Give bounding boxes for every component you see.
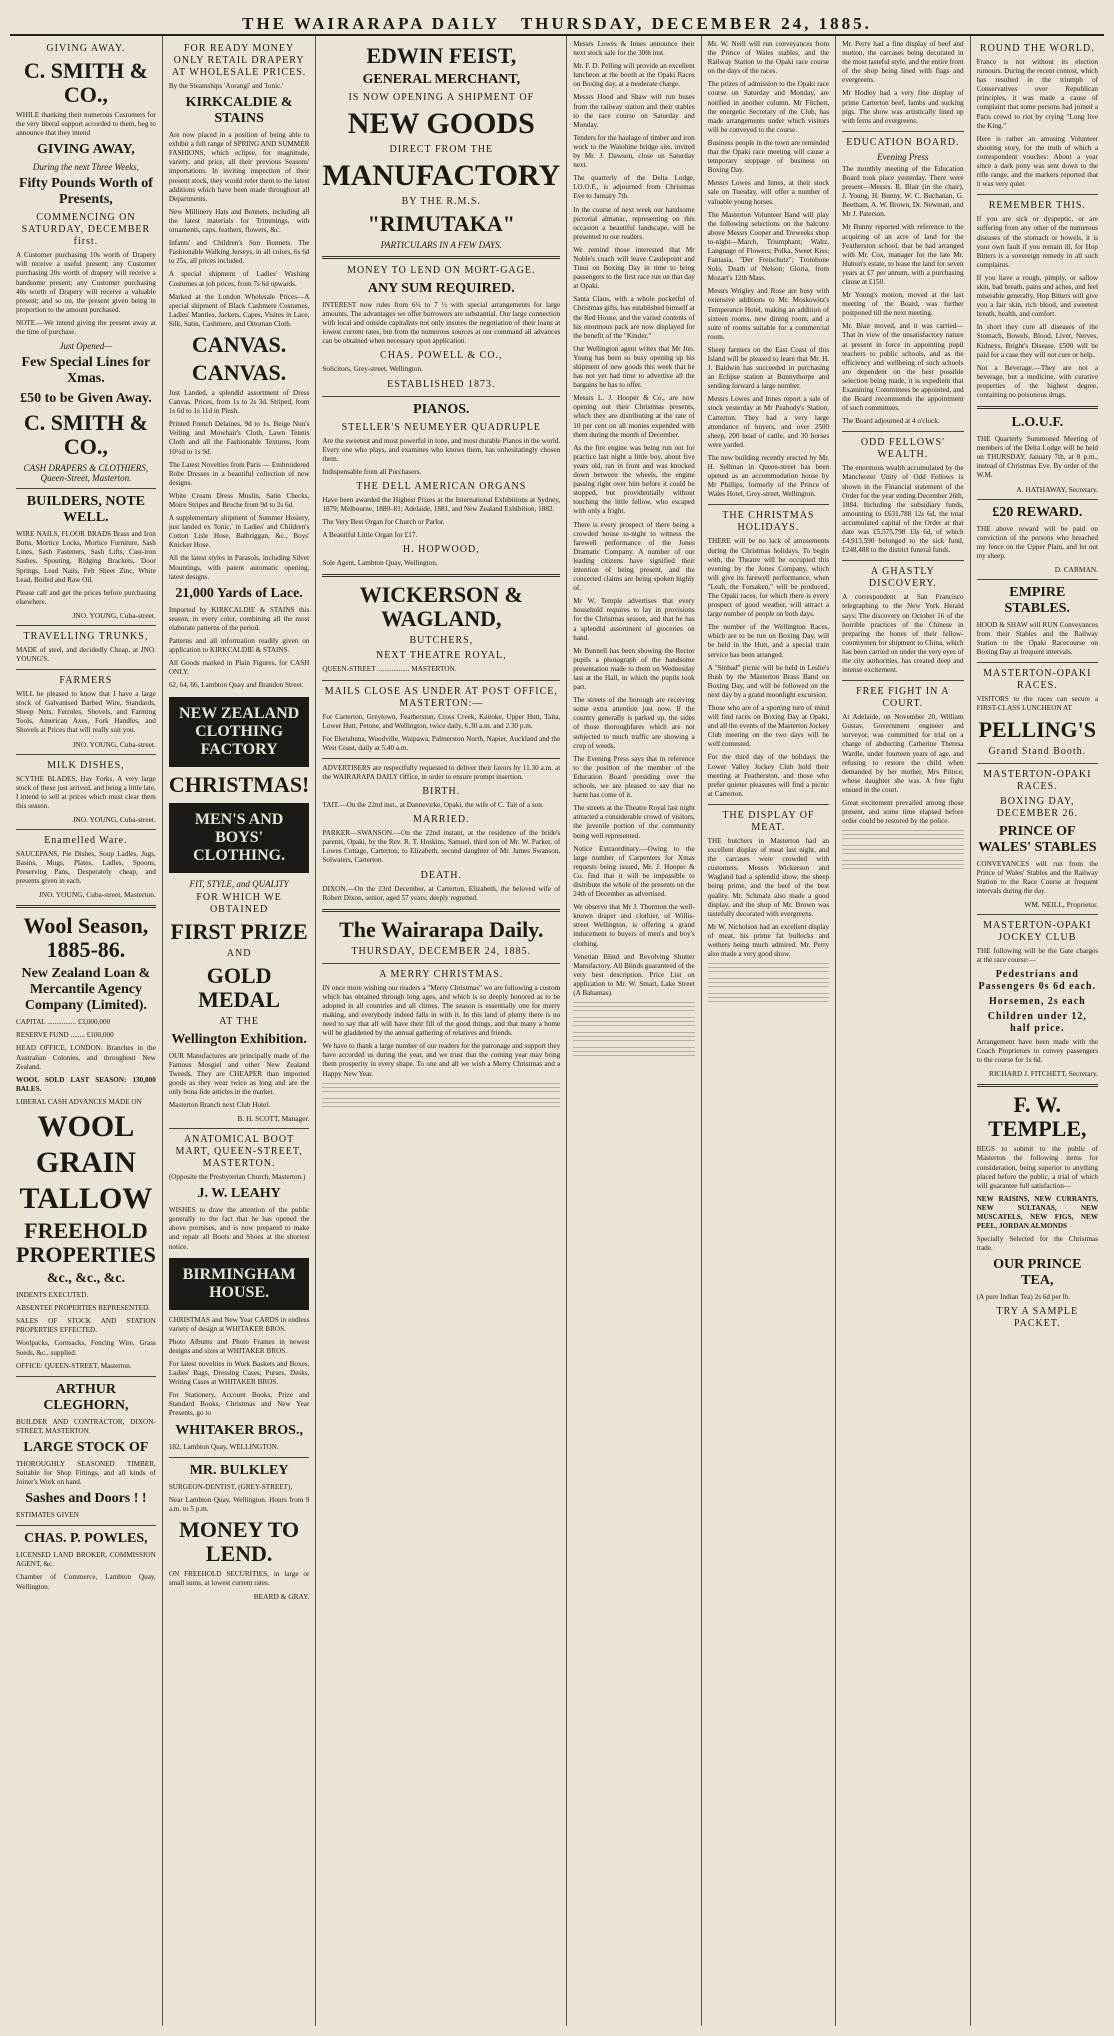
paragraph: THERE will be no lack of amusements during the Christmas holidays. To begin with, the Theatre will be occupied this evening by the Jones Company, which will give its farewell performance, when "Leah, the Forsaken," will be produced. The Opaki races, for which there is every prospect of good weather, will attract a large number of people on both days.: [707, 537, 830, 619]
during: During the next Three Weeks,: [32, 162, 139, 173]
grain: GRAIN: [35, 1146, 136, 1180]
column-2: [163, 36, 317, 2026]
canvas-head: CANVAS.: [191, 331, 287, 357]
text-lines: [708, 978, 829, 990]
paragraph: THE butchers in Masterton had an excellent display of meat last night, and the carcases were crowded with customers. Messrs Wickerson and Wagland had a splendid show, the sheep being prime, and the beef of the best quality. Mr. Schmalz also made a good display, and the shop of Mr. Brown was tastefully decorated with evergreens.: [707, 836, 830, 918]
signature: JNO. YOUNG, Cuba-street.: [72, 739, 156, 749]
steller: STELLER'S NEUMEYER QUADRUPLE: [341, 421, 541, 433]
paper-title: The Wairarapa Daily.: [339, 916, 544, 942]
wellington-exhibition: Wellington Exhibition.: [171, 1031, 307, 1047]
direct: DIRECT FROM THE: [389, 144, 494, 155]
mails-text-2: For Eketahuna, Woodville, Waipawa, Palmerston North, Napier, Auckland and the West Coast, daily at 5.40 a.m.: [322, 734, 561, 752]
whitaker: WHITAKER BROS.,: [175, 1422, 303, 1438]
text-lines: [842, 830, 963, 842]
divider: [16, 488, 156, 489]
column-6: [836, 36, 970, 2026]
text-lines: [573, 1032, 694, 1044]
column-4: [567, 36, 701, 2026]
smith-intro: WHILE thanking their numerous Customers for the very liberal support accorded to them, beg to announce that they intend: [16, 111, 156, 138]
opening: IS NOW OPENING A SHIPMENT OF: [348, 92, 535, 103]
paragraph: Our Wellington agent writes that Mr Jno. Young has been so busy opening up his shipment of new goods this week that he has not yet had time to advertise all the bargains he has to offer.: [573, 344, 695, 390]
text-lines: [708, 993, 829, 1005]
paragraph: Mr. Blair moved, and it was carried—That in view of the unsatisfactory nature at present in force in appointing pupil teachers to public schools, and as the efficiency and wellbeing of such schools are dependent on the best possible selection being made, it is expedient that Examining Committees be appointed, and the Board recommends the appointment of such committees.: [842, 322, 964, 413]
paragraph: In the course of next week our handsome pictorial almanac, representing on this occasion a beautiful landscape, will be presented to our readers.: [573, 205, 695, 241]
mails: MAILS CLOSE AS UNDER AT POST OFFICE, MASTERTON:—: [324, 685, 558, 709]
white-cream: White Cream Dress Muslin, Satin Checks, Moire Stripes and Broche from 9d to 2s 6d.: [168, 491, 310, 509]
signature: JNO. YOUNG, Cuba-street.: [72, 814, 156, 824]
hopwood-addr: Sole Agent, Lambton Quay, Wellington.: [322, 559, 438, 568]
paragraph: Here is rather an amusing Volunteer shooting story, for the truth of which a correspondent vouches: About a year since a dark pony was sent down to the rifle range, and the markers reported that it was very quiet.: [976, 134, 1099, 189]
lace-text: Imported by KIRKCALDIE & STAINS this season, in every color, combining all the most elaborate patterns of the period.: [168, 605, 310, 632]
feist-name: EDWIN FEIST,: [366, 43, 517, 68]
display-meat-head: THE DISPLAY OF MEAT.: [722, 809, 815, 833]
divider: [977, 579, 1098, 580]
general-merchant: GENERAL MERCHANT,: [362, 72, 521, 87]
mails-text: For Carterton, Greytown, Featherston, Cross Creek, Kaitoke, Upper Hutt, Taita, Lower Hutt, Petone, and Wellington, twice daily, 6.30 a.m. and 2.30 p.m.: [322, 712, 561, 730]
divider: [842, 131, 963, 132]
builders-text: WIRE NAILS, FLOOR BRADS Brass and Iron Butts, Mortice Locks, Mortice Furniture, Sash Lines, Sash Fasteners, Sash Lifts, Cast-iron Sashes, Spouting, Ridging Brackets, Door Springs, Lead Nails, Felt Sheet Zinc, White Lead, Boiled and Raw Oil.: [16, 530, 156, 584]
giving-away: GIVING AWAY,: [37, 142, 135, 158]
patterns-note: Patterns and all information readily given on application to KIRKCALDIE & STAINS.: [168, 637, 310, 655]
nz-loan: New Zealand Loan & Mercantile Agency Company (Limited).: [21, 966, 151, 1014]
carman: D. CARMAN.: [1054, 564, 1099, 574]
whitaker-addr: 182, Lambton Quay, WELLINGTON.: [168, 1442, 279, 1451]
death-text: DIXON.—On the 23rd December, at Carterton, Elizabeth, the beloved wife of Robert Dixon, senior, aged 57 years; deeply regretted.: [322, 884, 561, 902]
paragraph: Messrs Lowes & Innes announce their next stock sale for the 30th inst.: [573, 40, 695, 58]
text-lines: [708, 963, 829, 975]
special-xmas: Specially Selected for the Christmas trade.: [976, 1235, 1099, 1253]
pianos-text: Are the sweetest and most powerful in tone, and most durable Pianos in the world. Every one who plays, and examines who knows them, has unhesitatingly chosen them.: [322, 436, 561, 463]
estimates: ESTIMATES GIVEN: [16, 1511, 79, 1520]
issue-date: THURSDAY, DECEMBER 24, 1885.: [520, 14, 872, 33]
paragraph: The enormous wealth accumulated by the Manchester Unity of Odd Fellows is shown in the Financial statement of the Order for the year ending December 26th, 1884. Including the subsidiary funds, amounting to £631,788 12s 6d, the total accumulated capital of the Order at that date was £5,575,798 13s 6d, of which £4,913,590 belonged to the sick fund, £248,488 to the district funeral funds.: [842, 464, 964, 555]
branch-manager: B. H. SCOTT, Manager.: [237, 1114, 310, 1124]
paragraph: Great excitement prevailed among those present, and some time elapsed before order could be restored by the police.: [842, 799, 964, 826]
paragraph: The streets at the Theatre Royal last night attracted a considerable crowd of visitors, the juvenile portion of the community being well represented.: [573, 804, 695, 840]
paragraph: We observe that Mr J. Thornton the well-known draper and clothier, of Willis-street Wellington, is offering a grand inducement to buyers of men's and boy's clothing.: [573, 903, 695, 948]
paragraph: There is every prospect of there being a crowded house to-night to witness the farewell performance of the Jones Dramatic Company. A number of our leading citizens have signified their intention of being present, and the concerted claims are being spoken highly of.: [573, 520, 695, 593]
double-divider: [977, 1084, 1098, 1087]
sashes: Sashes and Doors ! !: [25, 1491, 147, 1507]
temple-items: NEW RAISINS, NEW CURRANTS, NEW SULTANAS, NEW MUSCATELS, NEW FIGS, NEW PEEL, JORDAN ALMONDS: [976, 1194, 1099, 1231]
powles-sub: LICENSED LAND BROKER, COMMISSION AGENT, &c.: [16, 1551, 156, 1569]
customer-text: A Customer purchasing 10s worth of Drapery will receive a useful present; any Customer purchasing 20s worth of drapery will receive a handsome present; any Customer purchasing 40s worth of Drapery will receive a valuable present; and so on, the present given being in proportion to the amount purchased.: [16, 251, 156, 314]
paragraph: Mr. Perry had a fine display of beef and mutton, the carcases being decorated in the most tasteful style, and the entire front of the shop being lined with flags and evergreens.: [842, 40, 964, 85]
powles-addr: Chamber of Commerce, Lambton Quay, Wellington.: [16, 1573, 156, 1591]
divider: [977, 194, 1098, 195]
photo-albums: Photo Albums and Photo Frames in newest designs and sizes at WHITAKER BROS.: [168, 1337, 310, 1355]
paragraph: Mr Young's motion, moved at the last meeting of the Board, was further postponed till the next meeting.: [842, 291, 964, 318]
all-latest: All the latest styles in Parasols, including Silver Mountings, with patent automatic opening, latest designs.: [168, 554, 310, 581]
timber: THOROUGHLY SEASONED TIMBER, Suitable for Shop Fittings, and all kinds of Joiner's Work on hand.: [16, 1459, 156, 1487]
paragraph: Santa Claus, with a whole pocketful of Christmas gifts, has established himself at the Red House, and the varied contents of his enormous pack are now displayed for the benefit of the "Kinder.": [573, 295, 695, 340]
divider: [16, 1376, 156, 1377]
jockey-club: MASTERTON-OPAKI JOCKEY CLUB: [983, 919, 1092, 943]
paragraph: Messrs Wrigley and Rose are busy with extensive additions to Mr. Moskowitz's Temperance Hotel, making an addition of sixteen rooms, new dining room, and a suite of rooms suitable for a commercial room.: [707, 287, 830, 341]
divider: [842, 560, 963, 561]
column-1: [10, 36, 163, 2026]
beard-gray: BEARD & GRAY.: [253, 1592, 310, 1602]
etc: &c., &c., &c.: [46, 1271, 125, 1287]
paragraph: Mr. W. Neill will run conveyances from the Prince of Wales stables, and the Railway Station to the Opaki race course on the days of the races.: [707, 40, 830, 76]
text-lines: [322, 1098, 560, 1110]
double-divider: [977, 406, 1098, 409]
tea-sub: (A pure Indian Tea) 2s 6d per lb.: [976, 1293, 1071, 1302]
paragraph: If you are sick or dyspeptic, or are suffering from any other of the numerous diseases of the stomach or bowels, it is your own fault if you remain ill, for Hop Bitters is a sovereign remedy in all such complaints.: [976, 215, 1099, 269]
all-goods: All Goods marked in Plain Figures, for CASH ONLY.: [168, 659, 310, 677]
birth-text: TAIT.—On the 22nd inst., at Dannevirke, Opaki, the wife of C. Tait of a son.: [322, 801, 544, 810]
lend-head: MONEY TO LEND ON MORT-GAGE.: [347, 265, 536, 276]
column-5: [702, 36, 836, 2026]
sales: SALES OF STOCK AND STATION PROPERTIES EFFECTED.: [16, 1317, 156, 1335]
empire-text: HOOD & SHAW will RUN Conveyances from their Stables and the Railway Station to the Opaki Racecourse on Boxing Day at frequent intervals.: [976, 620, 1099, 657]
divider: [16, 829, 156, 830]
money-to-lend: MONEY TO LEND.: [179, 1516, 300, 1566]
jockey-text: THE following will be the Gate charges at the race course:—: [976, 946, 1099, 964]
tallow: TALLOW: [19, 1182, 153, 1216]
round-world-head: ROUND THE WORLD.: [979, 43, 1095, 54]
capital: CAPITAL ................ £3,000,000: [16, 1018, 111, 1027]
builders-note: Please call and get the prices before purchasing elsewhere.: [16, 588, 156, 606]
particulars: PARTICULARS IN A FEW DAYS.: [380, 240, 502, 250]
masthead-title: [242, 14, 872, 34]
gold-medal: GOLD MEDAL: [198, 962, 281, 1012]
divider: [977, 662, 1098, 663]
conveyances: CONVEYANCES will run from the Prince of Wales' Stables and the Railway Station to the Race Course at frequent intervals during the day.: [976, 859, 1099, 895]
paragraph: Business people in the town are reminded that the Opaki race meeting will cause a temporary stoppage of business on Boxing Day.: [707, 138, 830, 175]
queen-st: QUEEN-STREET .................. MASTERTON.: [322, 665, 457, 674]
by-steamers: By the Steamships 'Aorangi' and 'Ionic.': [168, 82, 284, 90]
wool-season: Wool Season, 1885-86.: [23, 913, 149, 963]
signature: JNO. YOUNG, Cuba-street, Masterton.: [38, 890, 156, 900]
butchers: BUTCHERS,: [409, 635, 474, 647]
paragraph: Mr W. Temple advertises that every household requires to lay in provisions for the Christmas season, and that he has a splendid assortment of groceries on hand.: [573, 597, 695, 642]
any-sum: ANY SUM REQUIRED.: [367, 281, 515, 296]
hopwood: H. HOPWOOD,: [402, 544, 480, 556]
ghastly-head: A GHASTLY DISCOVERY.: [868, 566, 937, 590]
paragraph: The new building recently erected by Mr. H. Sellman in Queen-street has been opened as an accommodation house by Mr Phillips, formerly of the Prince of Wales Hotel, Grey-street, Wellington.: [707, 453, 830, 499]
canvas-head-2: CANVAS.: [191, 359, 287, 385]
kirkcaldie: KIRKCALDIE & STAINS: [185, 95, 293, 127]
freehold: FREEHOLD PROPERTIES: [16, 1218, 156, 1268]
temple-name: F. W. TEMPLE,: [988, 1092, 1087, 1142]
pedestrians: Pedestrians and Passengers 0s 6d each.: [978, 969, 1097, 993]
prince-tea: OUR PRINCE TEA,: [993, 1257, 1082, 1289]
masterton-branch: Masterton Branch next Club Hotel.: [168, 1100, 271, 1109]
paragraph: Mr Bunnell has been showing the Rector pupils a photograph of the handsome presentation made to them on Wednesday last at the Hall, in which the pupils took part.: [573, 646, 695, 692]
lace: 21,000 Yards of Lace.: [175, 585, 303, 601]
text-lines: [842, 845, 963, 857]
travel-text: MADE of steel, and decidedly Cheap, at JNO. YOUNG'S.: [16, 645, 156, 663]
divider: [16, 1525, 156, 1526]
office-addr: OFFICE: QUEEN-STREET, Masterton.: [16, 1361, 132, 1370]
money-text: ON FREEHOLD SECURITIES, in large or small sums, at lowest current rates.: [168, 1569, 310, 1588]
pellings: PELLING'S: [978, 716, 1096, 742]
divider: [169, 1128, 310, 1129]
leahy: J. W. LEAHY: [197, 1186, 281, 1202]
paragraph: Not a Beverage.—They are not a beverage, but a medicine, with curative properties of the highest degree, containing no poisonous drugs.: [976, 363, 1099, 399]
wool: WOOL: [37, 1110, 135, 1144]
infants: Infants' and Children's Sun Bonnets. The Fashionable Walking Jerseys, in all colors, 6s 6d to 25s, all prices included.: [168, 239, 310, 266]
kirk-text: Are now placed in a position of being able to exhibit a full range of SPRING AND SUMMER FASHIONS, which eclipse, for magnitude, variety, and price, all their previous Seasons' importations. In inviting inspection of their present stock, they would refer them to the latest additions which have been made throughout all Departments.: [168, 131, 310, 203]
rimutaka: "RIMUTAKA": [367, 211, 516, 236]
fifty-away: £50 to be Given Away.: [20, 391, 152, 407]
divider: [977, 499, 1098, 500]
boxing-day: BOXING DAY, DECEMBER 26.: [996, 795, 1079, 819]
printed: Printed French Delaines, 9d to 1s. Beige Nun's Veiling and Mowhair's Cloth, Lawn Tennis Cloth and all the Fashionable Textures, from 10½d to 1s 9d.: [168, 420, 310, 456]
bulkley-addr: Near Lambton Quay, Wellington. Hours from 9 a.m. to 5 p.m.: [168, 1495, 310, 1513]
paragraph: At Adelaide, on November 20, William Gustav, Government engineer and surveyor, was committed for trial on a charge of abducting Catherine Theresa Wardle, under fourteen years of age, and refusing to restore the child when demanded by her mother, Mrs Prince, whose daughter she was. A free fight ensued in the court.: [842, 713, 964, 794]
powles: CHAS. P. POWLES,: [24, 1531, 148, 1547]
text-lines: [842, 860, 963, 872]
marked: Marked at the London Wholesale Prices—A special shipment of Black Cashmere Costumes, Ladies' Mantles, Jackets, Capes, Visites in Lace, Silk, Satin, Cashmere, and Ottoman Cloth.: [168, 292, 310, 328]
smith-name-2: C. SMITH & CO.,: [23, 410, 148, 460]
lou-head: L.O.U.F.: [1011, 415, 1064, 431]
christmas: CHRISTMAS!: [168, 771, 310, 797]
powell-sub: Solicitors, Grey-street, Wellington.: [322, 365, 423, 374]
paragraph: For the third day of the holidays the Lower Valley Jockey Club hold their meeting at Featherston, and those who prefer quieter pleasures will find a picnic at Carterton.: [707, 753, 830, 798]
hathaway: A. HATHAWAY, Secretary.: [1016, 484, 1099, 494]
education-head: EDUCATION BOARD.: [846, 136, 960, 148]
divider: [708, 504, 829, 505]
visitors: VISITORS to the races can secure a FIRST-CLASS LUNCHEON AT: [976, 695, 1099, 713]
fitchett: RICHARD J. FITCHETT, Secretary.: [989, 1069, 1099, 1079]
reward-head: £20 REWARD.: [992, 504, 1083, 520]
cash-drapers: CASH DRAPERS & CLOTHIERS, Queen-Street, Masterton.: [23, 463, 149, 484]
death-head: DEATH.: [420, 869, 462, 881]
odd-fellows-head: ODD FELLOWS' WEALTH.: [860, 437, 945, 461]
divider: [708, 804, 829, 805]
by-ship: BY THE R.M.S.: [401, 196, 481, 207]
and: AND: [226, 947, 252, 959]
milk-head: MILK DISHES,: [47, 759, 125, 771]
paragraph: Tenders for the haulage of timber and iron work to the Waiohine bridge site, invited by Mr. J. Dawson, close on Saturday next.: [573, 133, 695, 170]
dell-organs: THE DELL AMERICAN ORGANS: [356, 480, 527, 492]
divider: [977, 763, 1098, 764]
paragraph: Mr Hodley had a very fine display of prime Carterton beef, lambs and sucking pigs. The show was artistically lined up with ferns and evergreens.: [842, 89, 964, 125]
paragraph: A correspondent at San Francisco telegraphing to the New York Herald says: The discovery on October 16 of the horrible practices of the Chinese in preparing the bones of their fellow-countrymen for shipment to China, which has been carried on under the very eyes of the city authorities, has created deep and intense excitement.: [842, 593, 964, 675]
paragraph: The monthly meeting of the Education Board took place yesterday. There were present—Messrs. R. Blair (in the chair), J. Young, H. Bunny, W. C. Buchanan, G. Beetham, A. W. Brown, Dr. Newman, and Mr J. Paterson.: [842, 164, 964, 219]
divider: [322, 963, 560, 964]
indents: INDENTS EXECUTED.: [16, 1291, 89, 1300]
fit: FIT, STYLE, and QUALITY: [189, 878, 289, 889]
absentee: ABSENTEE PROPERTIES REPRESENTED.: [16, 1304, 150, 1313]
opaki-races: MASTERTON-OPAKI RACES.: [983, 668, 1092, 692]
reward-text: THE above reward will be paid on conviction of the persons who breached my fence on the Upper Plain, and let out my sheep.: [976, 524, 1099, 560]
text-lines: [573, 1002, 694, 1014]
opposite: (Opposite the Presbyterian Church, Masterton.): [168, 1173, 306, 1182]
wool-sold: WOOL SOLD LAST SEASON: 130,000 BALES.: [16, 1075, 156, 1093]
paragraph: In short they cure all diseases of the Stomach, Bowels, Blood, Liver, Nerves, Kidneys, Bright's Disease. £500 will be paid for a case they will not cure or help.: [976, 323, 1099, 359]
prince-stables: PRINCE OF WALES' STABLES: [978, 823, 1097, 855]
at-the: AT THE: [219, 1015, 259, 1027]
millinery: New Millinery Hats and Bonnets, including all the latest materials for Trimmings, with ornaments, caps, feathers, flowers, &c.: [168, 207, 310, 235]
ready-money: FOR READY MONEY ONLY RETAIL DRAPERY AT WHOLESALE PRICES.: [171, 43, 307, 78]
paragraph: Messrs Lowes and Innes, at their stock sale on Tuesday, will offer a number of valuable young horses.: [707, 179, 830, 206]
advertisers: ADVERTISERS are respectfully requested to deliver their favors by 11.30 a.m. at the WAIRARAPA DAILY Office, in order to ensure prompt insertion.: [322, 763, 561, 781]
text-lines: [322, 1083, 560, 1095]
paragraph: France is not without its election rumours. During the recent contest, which has resulted in the triumph of Conservatives over Republican principles, it was made a cause of complaint that some persons had joined a Paris crowd to riot by crying "Long live the King.": [976, 58, 1099, 130]
temple-text: BEGS to submit to the public of Masterton the following items for consideration, being superior to anything placed before the public, a trial of which will guarantee full satisfaction—: [976, 1145, 1099, 1190]
mens-banner: MEN'S AND BOYS' CLOTHING.: [169, 803, 310, 873]
column-7: [971, 36, 1104, 2026]
divider: [322, 680, 560, 681]
travel-head: TRAVELLING TRUNKS,: [23, 630, 149, 642]
paragraph: Mr W. Nicholson had an excellent display of meat, his prime fat bullocks and wethers being much admired. Mr. Perry also made a very good show.: [707, 922, 830, 959]
paragraph: The prizes of admission to the Opaki race course on Saturday and Monday, are notified in another column. Mr Fitchett, the energetic Secretary of the Club, has made arrangements under which visitors will be conveyed to the course.: [707, 80, 830, 134]
paragraph: Mr Bunny reported with reference to the acquiring of an acre of land for the Featherston school, that he had arranged with Mr. Cox, manager for the late Mr. Hutton's estate, to lease the land for seven years at £7 per annum, with a purchasing clause at £150.: [842, 223, 964, 286]
paragraph: If you have a rough, pimply, or sallow skin, bad breath, pains and aches, and feel miserable generally, Hop Bitters will give you a fair skin, rich blood, and sweetest breath, health, and comfort.: [976, 273, 1099, 319]
paragraph: As the fire engine was being run out for practice last night a little boy, about five years old, ran in front and was knocked down between the wheels, the engine passing right over him before it could be stopped, but providentially without touching the little fellow, who escaped with only a fright.: [573, 443, 695, 516]
paragraph: Those who are of a sporting turn of mind will find races on Boxing Day at Opaki, and all the events of the Masterton Jockey Club meeting on the two days will be well contested.: [707, 704, 830, 749]
bulkley-sub: SURGEON-DENTIST, (GREY-STREET),: [168, 1482, 293, 1491]
christmas-holidays-head: THE CHRISTMAS HOLIDAYS.: [722, 510, 815, 534]
head-office: HEAD OFFICE, LONDON. Branches in the Australian Colonies, and throughout New Zealand.: [16, 1044, 156, 1071]
divider: [16, 669, 156, 670]
christmas-cards: CHRISTMAS and New Year CARDS in endless variety of design at WHITAKER BROS.: [168, 1315, 310, 1333]
enamel-head: Enamelled Ware.: [44, 834, 128, 846]
lou-text: THE Quarterly Summoned Meeting of members of the Delta Lodge will be held on THURSDAY, January 7th, at 8 p.m., instead of Christmas Eve. By order of the W.M.: [976, 435, 1099, 480]
double-divider: [322, 574, 560, 577]
opaki-races-2: MASTERTON-OPAKI RACES.: [983, 768, 1092, 792]
offices: Woolpacks, Cornsacks, Fencing Wire, Grass Seeds, &c., supplied.: [16, 1339, 156, 1357]
divider: [16, 754, 156, 755]
smith-name: C. SMITH & CO.,: [23, 58, 148, 107]
birth-head: BIRTH.: [422, 786, 461, 798]
kirk-address: 62, 64, 66, Lambton Quay and Brandon Street.: [168, 681, 304, 690]
paragraph: Notice Extraordinary.—Owing to the large number of Carpenters for Xmas requests being issued, Mr. J. Hooper & Co. find that it will be impossible to distribute the whole of the presents on the 24th of December as advertised.: [573, 844, 695, 899]
text-lines: [573, 1047, 694, 1059]
anatomical: ANATOMICAL BOOT MART, QUEEN-STREET, MASTERTON.: [175, 1134, 303, 1170]
paper-date: THURSDAY, DECEMBER 24, 1885.: [351, 945, 532, 957]
paragraph: Venetian Blind and Revolving Shutter Manufactory. All Blinds guaranteed of the very best description. Price List on application to Mr. W. Smart, Lake Street (A Bahamas).: [573, 952, 695, 997]
interest-text: INTEREST now rules from 6¼ to 7 ½ with special arrangements for large amounts. The advantages we offer borrowers are substantial. Our large connection with local and outside capitalists not only insures the negotiation of their loans at lowest current rates, but from the numerous sources at our command all advances can be obtained when necessary upon application.: [322, 301, 561, 346]
paragraph: The Masterton Volunteer Band will play the following selections on the balcony above Messrs Cooper and Treweeks shop to-night—March, Triumphant; Waltz, Language of Flowers; Polka, Sweet Kiss; Fantasia, "Der Freischutz"; Trombone Solo, Death of Nelson; Gloria, from Mozart's 12th Mass.: [707, 210, 830, 283]
cleghorn-sub: BUILDER AND CONTRACTOR, DIXON-STREET, MASTERTON.: [16, 1417, 156, 1435]
divider: [977, 914, 1098, 915]
column-3: [316, 36, 567, 2026]
farmers-text: WILL be pleased to know that I have a large stock of Galvanised Barbed Wire, Standards, Sheep Nets, Ferrules, Shovels, and Farming Tools, American Axes, Fork Handles, and Shovels at Prices that will really suit you.: [16, 690, 156, 735]
divider: [169, 1457, 310, 1458]
columns: [10, 36, 1104, 2026]
paragraph: The Evening Press says that in reference to the position of the member of the Education Board presiding over the schools, we are pleased to say that no harm has come of it.: [573, 754, 695, 800]
reserve: RESERVE FUND ........ £100,000: [16, 1031, 114, 1040]
new-goods: NEW GOODS: [347, 107, 535, 140]
paper-name: THE WAIRARAPA DAILY: [242, 14, 500, 33]
signature: JNO. YOUNG, Cuba-street.: [72, 610, 156, 620]
few-special: Few Special Lines for Xmas.: [21, 355, 151, 387]
liberal: LIBERAL CASH ADVANCES MADE ON: [16, 1097, 142, 1106]
our-manufactures: OUR Manufactures are principally made of the Famous Mosgiel and other New Zealand Tweeds. They are CHEAPER than imported goods as they wear twice as long and are the only bona fide articles in the market.: [168, 1051, 310, 1096]
organs-text: Have been awarded the Highest Prizes at the International Exhibitions at Sydney, 1879; Melbourne, 1880–81; Adelaide, 1881, and New Zealand Exhibition, 1882.: [322, 495, 561, 514]
very-best: The Very Best Organ for Church or Parlor.: [322, 518, 445, 527]
paragraph: The Board adjourned at 4 o'clock.: [842, 417, 940, 426]
stationery: For Stationery, Account Books, Prize and Standard Books, Christmas and New Year Presents, go to: [168, 1391, 310, 1418]
paragraph: The quarterly of the Delta Lodge, I.O.O.F., is adjourned from Christmas Eve to January 7th.: [573, 174, 695, 201]
giving-away-head: GIVING AWAY.: [46, 43, 126, 54]
free-fight-head: FREE FIGHT IN A COURT.: [856, 686, 950, 710]
divider: [842, 431, 963, 432]
paragraph: Messrs Hood and Shaw will run buses from the railway station and their stables to the race course on Saturday and Monday.: [573, 93, 695, 129]
merry-text: IN once more wishing our readers a "Merry Christmas" we are following a custom which has obtained through long ages, and which is so deeply honored as to be adopted in all countries and all climes. The season is essentially one for merry making, and everybody indeed falls in with it. In this land of plenty there is no need to say that all will have their fill of the good things, and that many a home will be gladdened by the annual gathering of relatives and friends.: [322, 983, 561, 1038]
pianos: PIANOS.: [413, 401, 470, 417]
empire-head: EMPIRE STABLES.: [1004, 584, 1071, 616]
divider: [16, 625, 156, 626]
enamel-text: SAUCEPANS, Pie Dishes, Soup Ladles, Jugs, Basins, Mugs, Plates, Ladles, Spoons, Preserving Pans, Desperately cheap, and presents given in each.: [16, 849, 156, 886]
leahy-text: WISHES to draw the attention of the public generally to the fact that he has opened the above premises, and is now prepared to make and repair all Boots and Shoes at the shortest notice.: [168, 1206, 310, 1251]
milk-text: SCYTHE BLADES, Hay Forks. A very large stock of these just arrived, and being a little late, I intend to sell at prices which must clear them this season.: [16, 774, 156, 810]
remember-head: REMEMBER THIS.: [988, 200, 1086, 212]
neill: WM. NEILL, Proprietor.: [1024, 899, 1099, 909]
paragraph: The streets of the borough are receiving some extra attention just now. If the country generally is parked up, the sides of those thoroughfares which are not subjected to much traffic are showing a crop of weeds.: [573, 696, 695, 750]
commencing: COMMENCING ON SATURDAY, DECEMBER first.: [21, 212, 151, 248]
divider: [322, 758, 560, 759]
bulkley: MR. BULKLEY: [189, 1462, 289, 1478]
novelties: For latest novelties in Work Baskets and Boxes, Ladies' Bags, Dressing Cases, Purses, Desks, Writing Cases at WHITAKER BROS.: [168, 1360, 310, 1387]
chas-powell: CHAS. POWELL & CO.,: [380, 350, 503, 362]
nz-clothing-banner: NEW ZEALAND CLOTHING FACTORY: [169, 697, 310, 767]
large-stock: LARGE STOCK OF: [23, 1439, 149, 1455]
paragraph: Messrs L. J. Hooper & Co., are now opening out their Christmas presents, which they are distributing at the rate of 10 per cent on all monies expended with them during the month of December.: [573, 394, 695, 439]
first-prize: FIRST PRIZE: [170, 918, 308, 944]
fifty-pounds: Fifty Pounds Worth of Presents,: [18, 176, 153, 208]
paragraph: We remind those interested that Mr Noble's coach will leave Castlepoint and Tinui on Boxing Day in time to bring passengers to the first race run on that day at Opaki.: [573, 245, 695, 291]
paragraph: Sheep farmers on the East Coast of this Island will be pleased to learn that Mr. H. J. Baldwin has succeeded in purchasing an Eclipse station at Bunnythorpe and sending forward a large number.: [707, 345, 830, 391]
arrived: Just Opened—: [59, 341, 113, 352]
note: NOTE.—We intend giving the present away at the time of purchase.: [16, 318, 156, 337]
paragraph: Messrs Lowes and Innes report a sale of stock yesterday at Mr Peabody's Station, Carterton. They had a very large attendance of buyers, and over 2500 sheep, 200 head of cattle, and 30 horses were yarded.: [707, 395, 830, 449]
paragraph: Mr. F. D. Pelling will provide an excellent luncheon at the booth at the Opaki Races on Boxing day, at a moderate charge.: [573, 62, 695, 89]
beautiful: A Beautiful Little Organ for £17.: [322, 531, 418, 540]
merry-head: A MERRY CHRISTMAS.: [379, 968, 504, 980]
children: Children under 12, half price.: [987, 1011, 1087, 1035]
awarded: FOR WHICH WE OBTAINED: [196, 891, 282, 915]
supplementary: A supplementary shipment of Summer Hosiery, just landed ex 'Ionic,' in Ladies' and Children's Cotton Lisle Hose, Balbriggan, &c., Boys' Knicker Hose.: [168, 514, 310, 550]
grand-stand: Grand Stand Booth.: [988, 745, 1087, 757]
evening-press: Evening Press: [877, 151, 929, 162]
jockey-note: Arrangement have been made with the Coach Proprietors to convey passengers to the course for 1s 6d.: [976, 1038, 1099, 1065]
horsemen: Horsemen, 2s each: [988, 996, 1086, 1008]
indispensable: Indispensable from all Purchasers.: [322, 467, 422, 476]
paragraph: The number of the Wellington Races, which are to be run on Boxing Day, will be held in the Hutt, and a special train service has been arranged.: [707, 623, 830, 659]
merry-text-2: We have to thank a large number of our readers for the patronage and support they have accorded us during the year, and we trust that the coming year may bring them prosperity in every shape. To one and all we wish a Merry Christmas and a Happy New Year.: [322, 1042, 561, 1078]
married-text: PARKER—SWANSON.—On the 22nd instant, at the residence of the bride's parents, Opaki, by the Rev. R. T. Hoskins, Samuel, third son of Mr. W. Parker, of Lowes Cottage, Carterton, to Elizabeth, second daughter of Mr. James Swanson, Solwaters, Carterton.: [322, 829, 561, 865]
divider: [322, 396, 560, 397]
manufactory: MANUFACTORY: [322, 159, 561, 192]
wickerson: WICKERSON & WAGLAND,: [359, 582, 523, 632]
theatre: NEXT THEATRE ROYAL,: [376, 650, 507, 662]
divider: [842, 680, 963, 681]
canvas-text: Just Landed, a splendid assortment of Dress Canvas. Prices, from 1s to 2s 3d. Striped, from 1s 6d to 1s 11d in Plush.: [168, 388, 310, 416]
double-divider: [322, 909, 560, 912]
double-divider: [322, 256, 560, 259]
sample-packet: TRY A SAMPLE PACKET.: [996, 1306, 1079, 1330]
masthead: [10, 6, 1104, 36]
paragraph: A "Sinbad" picnic will be held in Leslie's Bush by the Masterton Brass Band on Boxing Day, and will be followed on the next day by a grand moonlight excursion.: [707, 663, 830, 699]
text-lines: [573, 1017, 694, 1029]
cleghorn: ARTHUR CLEGHORN,: [43, 1381, 129, 1413]
builders-head: BUILDERS, NOTE WELL.: [26, 494, 146, 526]
farmers-head: FARMERS: [59, 675, 113, 687]
birmingham-banner: BIRMINGHAM HOUSE.: [169, 1258, 310, 1310]
latest-novelties: The Latest Novelties from Paris — Embroidered Robe Dresses in a beautiful collection of new designs.: [168, 460, 310, 487]
double-divider: [16, 905, 156, 908]
special-ship: A special shipment of Ladies' Washing Costumes at job prices, from 7s 6d upwards.: [168, 270, 310, 288]
established: ESTABLISHED 1873.: [387, 378, 496, 390]
married-head: MARRIED.: [412, 814, 470, 826]
